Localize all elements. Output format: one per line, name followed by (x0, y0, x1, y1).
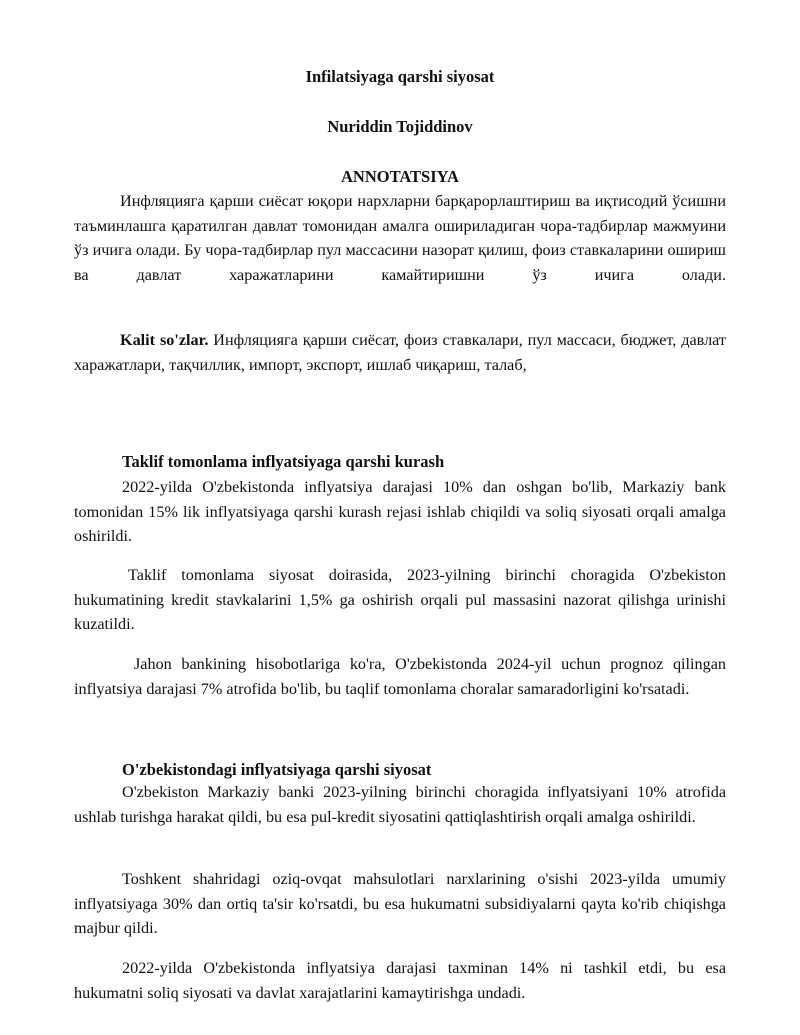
section2-heading: O'zbekistondagi inflyatsiyaga qarshi siyosat (122, 760, 432, 779)
keywords-label: Kalit so'zlar. (120, 331, 209, 349)
section2-paragraph: Toshkent shahridagi oziq-ovqat mahsulotlari narxlarining o'sishi 2023-yilda umumiy inflyatsiyaga 30% dan ortiq ta'sir ko'rsatdi, bu esa hukumatni subsidiyalarni qayta ko'rib chiqishga majbur qildi. (74, 870, 726, 937)
section2-paragraph: O'zbekiston Markaziy banki 2023-yilning birinchi choragida inflyatsiyani 10% atrofida ushlab turishga harakat qildi, bu esa pul-kredit siyosatini qattiqlashtirish orqali amalga oshirildi. (74, 783, 726, 826)
section1-paragraph: 2022-yilda O'zbekistonda inflyatsiya darajasi 10% dan oshgan bo'lib, Markaziy bank tomonidan 15% lik inflyatsiyaga qarshi kurash rejasi ishlab chiqildi va soliq siyosati orqali amalga oshirildi. (74, 478, 726, 545)
section1-paragraph: Jahon bankining hisobotlariga ko'ra, O'zbekistonda 2024-yil uchun prognoz qilingan inflyatsiya darajasi 7% atrofida bo'lib, bu taqlif tomonlama choralar samaradorligini ko'rsatadi. (74, 655, 726, 698)
abstract-heading: ANNOTATSIYA (341, 167, 459, 186)
author-name: Nuriddin Tojiddinov (327, 117, 473, 136)
document-title: Infilatsiyaga qarshi siyosat (305, 67, 495, 86)
section1-paragraph: Taklif tomonlama siyosat doirasida, 2023-yilning birinchi choragida O'zbekiston hukumatining kredit stavkalarini 1,5% ga oshirish orqali pul massasini nazorat qilishga urinishi kuzatildi. (74, 566, 726, 633)
keywords-text: Инфляцияга қарши сиёсат, фоиз ставкалари, пул массаси, бюджет, давлат харажатлари, тақчиллик, импорт, экспорт, ишлаб чиқариш, талаб, (74, 331, 727, 374)
section1-heading: Taklif tomonlama inflyatsiyaga qarshi kurash (122, 452, 445, 471)
abstract-text: Инфляцияга қарши сиёсат юқори нархларни барқарорлаштириш ва иқтисодий ўсишни таъминлашга қаратилган давлат томонидан амалга ошириладиган чора-тадбирлар мажмуини ўз ичига олади. Бу чора-тадбирлар пул массасини назорат қилиш, фоиз ставкаларини ошириш ва давлат харажатларини камайтиришни ўз ичига олади. (74, 192, 726, 284)
keywords-paragraph (74, 328, 726, 377)
section2-paragraph: 2022-yilda O'zbekistonda inflyatsiya darajasi taxminan 14% ni tashkil etdi, bu esa hukumatni soliq siyosati va davlat xarajatlarini kamaytirishga undadi. (74, 959, 726, 1002)
